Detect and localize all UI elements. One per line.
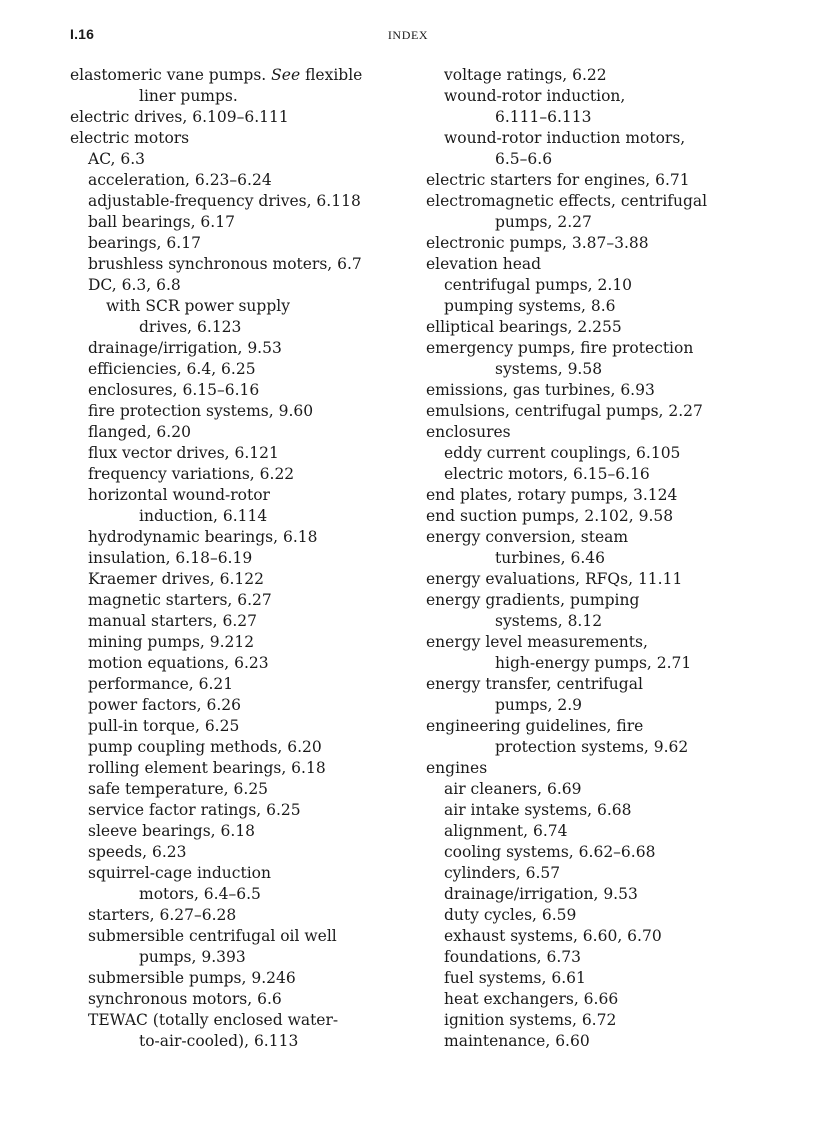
page-number: I.16 <box>70 26 95 42</box>
entry-text: wound-rotor induction motors, <box>444 129 686 147</box>
entry-text: energy conversion, steam <box>426 528 629 546</box>
index-subentry <box>70 611 415 632</box>
index-subentry <box>70 800 415 821</box>
index-subentry <box>426 443 786 464</box>
entry-text: brushless synchronous moters, 6.7 <box>88 255 362 273</box>
index-subentry <box>70 422 415 443</box>
entry-text: submersible pumps, 9.246 <box>88 969 296 987</box>
index-subentry <box>426 1010 786 1031</box>
entry-text: energy evaluations, RFQs, 11.11 <box>426 570 683 588</box>
index-entry-continuation <box>426 149 786 170</box>
entry-text: electromagnetic effects, centrifugal <box>426 192 708 210</box>
entry-text: air intake systems, 6.68 <box>444 801 632 819</box>
index-subentry <box>70 338 415 359</box>
index-subentry <box>70 716 415 737</box>
index-entry-continuation <box>426 653 786 674</box>
entry-text: turbines, 6.46 <box>495 549 605 567</box>
index-entry-continuation <box>70 317 415 338</box>
index-subentry <box>70 653 415 674</box>
index-subentry <box>70 149 415 170</box>
entry-text: AC, 6.3 <box>88 150 146 168</box>
index-entry <box>426 506 786 527</box>
entry-text: squirrel-cage induction <box>88 864 271 882</box>
entry-text: service factor ratings, 6.25 <box>88 801 301 819</box>
index-subentry <box>70 989 415 1010</box>
index-subentry <box>426 947 786 968</box>
entry-text: systems, 9.58 <box>495 360 603 378</box>
index-subentry <box>426 65 786 86</box>
entry-text: acceleration, 6.23–6.24 <box>88 171 272 189</box>
index-subentry <box>426 128 786 149</box>
index-entry-continuation <box>70 884 415 905</box>
entry-text: cylinders, 6.57 <box>444 864 561 882</box>
index-subentry <box>70 632 415 653</box>
entry-text: speeds, 6.23 <box>88 843 187 861</box>
index-entry-continuation <box>70 86 415 107</box>
entry-text: Kraemer drives, 6.122 <box>88 570 265 588</box>
index-entry-continuation <box>426 695 786 716</box>
entry-text: submersible centrifugal oil well <box>88 927 337 945</box>
index-subentry <box>426 884 786 905</box>
entry-text: electric drives, 6.109–6.111 <box>70 108 289 126</box>
index-entry <box>426 191 786 212</box>
entry-text: pump coupling methods, 6.20 <box>88 738 322 756</box>
index-subentry <box>426 464 786 485</box>
index-subentry <box>70 548 415 569</box>
index-subentry <box>70 275 415 296</box>
entry-text: drainage/irrigation, 9.53 <box>444 885 638 903</box>
entry-text: foundations, 6.73 <box>444 948 582 966</box>
index-subentry <box>70 170 415 191</box>
index-entry <box>426 527 786 548</box>
entry-text: frequency variations, 6.22 <box>88 465 295 483</box>
index-subentry <box>70 779 415 800</box>
index-subentry <box>70 674 415 695</box>
entry-text: exhaust systems, 6.60, 6.70 <box>444 927 662 945</box>
index-subentry <box>70 443 415 464</box>
index-subentry <box>426 863 786 884</box>
running-head: INDEX <box>387 28 429 42</box>
index-entry <box>426 485 786 506</box>
index-subentry <box>70 212 415 233</box>
entry-text: 6.5–6.6 <box>495 150 553 168</box>
entry-text: elevation head <box>426 255 542 273</box>
entry-text: voltage ratings, 6.22 <box>444 66 607 84</box>
index-subentry <box>426 926 786 947</box>
index-subentry <box>426 821 786 842</box>
entry-text: manual starters, 6.27 <box>88 612 257 630</box>
index-subentry <box>426 989 786 1010</box>
entry-text: duty cycles, 6.59 <box>444 906 577 924</box>
index-subentry <box>70 737 415 758</box>
entry-text: energy transfer, centrifugal <box>426 675 643 693</box>
index-subentry <box>70 380 415 401</box>
index-entry-continuation <box>426 737 786 758</box>
entry-text: elliptical bearings, 2.255 <box>426 318 622 336</box>
index-entry-continuation <box>426 212 786 233</box>
entry-text: flanged, 6.20 <box>88 423 191 441</box>
entry-text: end plates, rotary pumps, 3.124 <box>426 486 678 504</box>
index-subentry <box>70 758 415 779</box>
index-subentry <box>70 191 415 212</box>
index-subentry <box>70 254 415 275</box>
index-subentry <box>426 779 786 800</box>
entry-text: eddy current couplings, 6.105 <box>444 444 681 462</box>
index-entry <box>426 758 786 779</box>
entry-text: electronic pumps, 3.87–3.88 <box>426 234 649 252</box>
entry-text: TEWAC (totally enclosed water- <box>88 1011 339 1029</box>
entry-text: insulation, 6.18–6.19 <box>88 549 253 567</box>
see-reference: See <box>271 66 301 84</box>
index-subentry <box>426 968 786 989</box>
entry-text: ball bearings, 6.17 <box>88 213 235 231</box>
entry-text: ignition systems, 6.72 <box>444 1011 617 1029</box>
index-subentry <box>426 86 786 107</box>
index-entry <box>426 317 786 338</box>
index-entry <box>426 254 786 275</box>
entry-text: motors, 6.4–6.5 <box>139 885 261 903</box>
index-subentry <box>70 485 415 506</box>
index-entry <box>426 338 786 359</box>
index-entry <box>426 632 786 653</box>
entry-text: flux vector drives, 6.121 <box>88 444 279 462</box>
entry-text: energy gradients, pumping <box>426 591 640 609</box>
index-subentry <box>70 926 415 947</box>
entry-text: sleeve bearings, 6.18 <box>88 822 256 840</box>
entry-text: electric motors <box>70 129 190 147</box>
index-subentry <box>426 905 786 926</box>
index-subentry <box>70 842 415 863</box>
index-entry <box>426 569 786 590</box>
entry-text: pumps, 2.9 <box>495 696 582 714</box>
entry-text: high-energy pumps, 2.71 <box>495 654 692 672</box>
index-entry <box>426 170 786 191</box>
entry-text: 6.111–6.113 <box>495 108 592 126</box>
index-subentry <box>426 842 786 863</box>
entry-text: horizontal wound-rotor <box>88 486 270 504</box>
index-entry-continuation <box>70 506 415 527</box>
entry-text: heat exchangers, 6.66 <box>444 990 619 1008</box>
index-subentry <box>70 863 415 884</box>
index-entry-continuation <box>426 107 786 128</box>
entry-text: engineering guidelines, fire <box>426 717 644 735</box>
index-subentry <box>70 569 415 590</box>
entry-text: energy level measurements, <box>426 633 648 651</box>
entry-text: rolling element bearings, 6.18 <box>88 759 326 777</box>
entry-text: performance, 6.21 <box>88 675 234 693</box>
index-subentry <box>70 821 415 842</box>
index-subentry <box>70 968 415 989</box>
index-entry-continuation <box>426 548 786 569</box>
index-entry <box>426 716 786 737</box>
entry-text: end suction pumps, 2.102, 9.58 <box>426 507 674 525</box>
entry-text: safe temperature, 6.25 <box>88 780 269 798</box>
index-entry-continuation <box>426 611 786 632</box>
entry-text: centrifugal pumps, 2.10 <box>444 276 633 294</box>
entry-text: pumps, 9.393 <box>139 948 246 966</box>
index-entry <box>70 65 415 86</box>
index-entry <box>426 401 786 422</box>
entry-text: maintenance, 6.60 <box>444 1032 590 1050</box>
index-subentry <box>70 233 415 254</box>
entry-text: fire protection systems, 9.60 <box>88 402 314 420</box>
index-subentry <box>70 527 415 548</box>
entry-text: power factors, 6.26 <box>88 696 241 714</box>
entry-text: efficiencies, 6.4, 6.25 <box>88 360 256 378</box>
entry-text: engines <box>426 759 488 777</box>
index-subentry <box>70 590 415 611</box>
index-entry-continuation <box>70 947 415 968</box>
entry-text: liner pumps. <box>139 87 238 105</box>
entry-text: enclosures, 6.15–6.16 <box>88 381 260 399</box>
entry-text: emulsions, centrifugal pumps, 2.27 <box>426 402 703 420</box>
entry-text: fuel systems, 6.61 <box>444 969 586 987</box>
index-subentry <box>426 275 786 296</box>
entry-text: wound-rotor induction, <box>444 87 626 105</box>
entry-text: starters, 6.27–6.28 <box>88 906 237 924</box>
index-subentry <box>70 296 415 317</box>
index-subentry <box>70 464 415 485</box>
entry-text: electric motors, 6.15–6.16 <box>444 465 650 483</box>
entry-text: cooling systems, 6.62–6.68 <box>444 843 656 861</box>
entry-text: elastomeric vane pumps. <box>70 66 267 84</box>
index-subentry <box>70 905 415 926</box>
index-column-left <box>70 65 415 1052</box>
entry-text: enclosures <box>426 423 511 441</box>
entry-text: motion equations, 6.23 <box>88 654 269 672</box>
see-target: flexible <box>305 66 363 84</box>
entry-text: pull-in torque, 6.25 <box>88 717 240 735</box>
index-entry <box>70 128 415 149</box>
entry-text: induction, 6.114 <box>139 507 268 525</box>
index-subentry <box>426 1031 786 1052</box>
entry-text: drainage/irrigation, 9.53 <box>88 339 282 357</box>
index-subentry <box>70 1010 415 1031</box>
index-subentry <box>70 359 415 380</box>
index-entry <box>426 674 786 695</box>
entry-text: protection systems, 9.62 <box>495 738 689 756</box>
entry-text: air cleaners, 6.69 <box>444 780 582 798</box>
index-entry <box>70 107 415 128</box>
index-subentry <box>70 695 415 716</box>
index-entry <box>426 422 786 443</box>
entry-text: alignment, 6.74 <box>444 822 568 840</box>
index-entry-continuation <box>70 1031 415 1052</box>
entry-text: bearings, 6.17 <box>88 234 201 252</box>
index-entry <box>426 380 786 401</box>
entry-text: with SCR power supply <box>106 297 290 315</box>
entry-text: adjustable-frequency drives, 6.118 <box>88 192 361 210</box>
entry-text: pumping systems, 8.6 <box>444 297 616 315</box>
index-column-right <box>426 65 786 1052</box>
index-entry <box>426 233 786 254</box>
entry-text: systems, 8.12 <box>495 612 603 630</box>
entry-text: to-air-cooled), 6.113 <box>139 1032 299 1050</box>
entry-text: synchronous motors, 6.6 <box>88 990 282 1008</box>
entry-text: drives, 6.123 <box>139 318 242 336</box>
entry-text: emissions, gas turbines, 6.93 <box>426 381 655 399</box>
entry-text: mining pumps, 9.212 <box>88 633 255 651</box>
index-subentry <box>426 296 786 317</box>
entry-text: magnetic starters, 6.27 <box>88 591 272 609</box>
entry-text: emergency pumps, fire protection <box>426 339 694 357</box>
entry-text: pumps, 2.27 <box>495 213 592 231</box>
index-entry-continuation <box>426 359 786 380</box>
entry-text: hydrodynamic bearings, 6.18 <box>88 528 318 546</box>
index-subentry <box>70 401 415 422</box>
index-entry <box>426 590 786 611</box>
index-subentry <box>426 800 786 821</box>
entry-text: DC, 6.3, 6.8 <box>88 276 181 294</box>
entry-text: electric starters for engines, 6.71 <box>426 171 690 189</box>
